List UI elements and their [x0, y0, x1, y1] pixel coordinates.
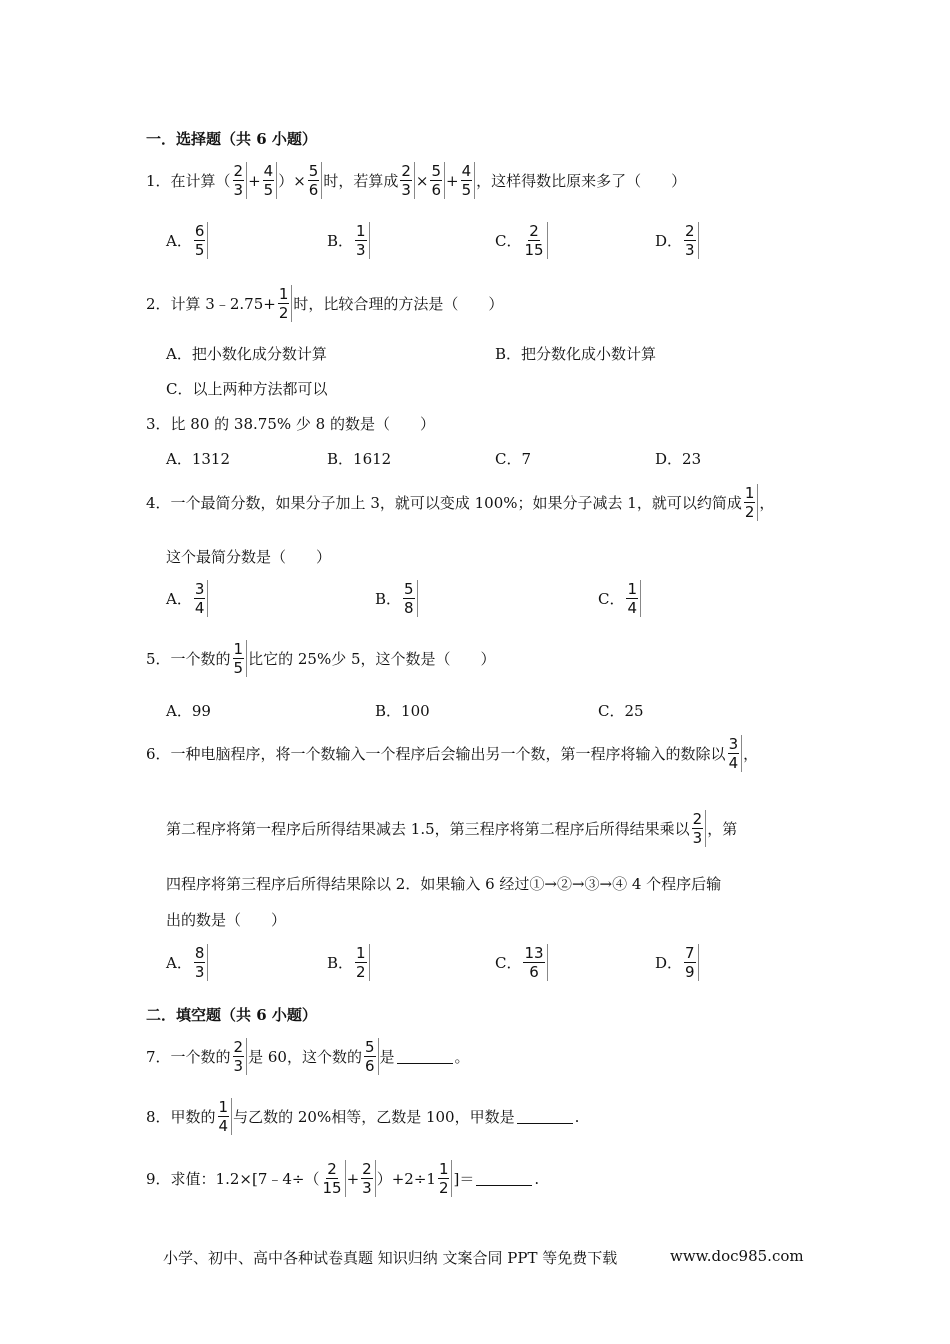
q6-option-d: D． $\frac{7}{9}$	[655, 944, 700, 981]
fraction: $\frac{1}{2}$	[743, 484, 759, 521]
fraction: $\frac{1}{5}$	[232, 640, 248, 677]
q6-option-a: A． $\frac{8}{3}$	[166, 944, 209, 981]
fraction: $\frac{5}{6}$	[363, 1038, 379, 1075]
question-8: 8．甲数的 $\frac{1}{4}$ 与乙数的 20%相等，乙数是 100，甲数是 .	[146, 1098, 580, 1135]
footer-text: 小学、初中、高中各种试卷真题 知识归纳 文案合同 PPT 等免费下载	[163, 1249, 618, 1267]
fraction: $\frac{4}{5}$	[460, 162, 476, 199]
fraction: $\frac{2}{3}$	[399, 162, 415, 199]
q2-option-a: A．把小数化成分数计算	[166, 345, 327, 363]
question-3: 3．比 80 的 38.75% 少 8 的数是（ ）	[146, 415, 435, 433]
fraction: $\frac{2}{15}$	[320, 1160, 345, 1197]
fraction: $\frac{2}{3}$	[691, 810, 707, 847]
section-title-choice: 一．选择题（共 6 小题）	[146, 130, 317, 148]
fraction: $\frac{5}{6}$	[429, 162, 445, 199]
answer-blank	[397, 1049, 453, 1064]
fraction: $\frac{1}{4}$	[217, 1098, 233, 1135]
q3-option-c: C．7	[495, 450, 532, 468]
q4-line-2: 这个最简分数是（ ）	[166, 548, 332, 566]
q1-option-b: B． $\frac{1}{3}$	[327, 222, 371, 259]
q3-option-a: A．1312	[166, 450, 231, 468]
fraction: $\frac{5}{6}$	[307, 162, 323, 199]
answer-blank	[517, 1109, 573, 1124]
fraction: $\frac{1}{2}$	[277, 285, 293, 322]
q1-option-d: D． $\frac{2}{3}$	[655, 222, 700, 259]
q4-option-c: C． $\frac{1}{4}$	[598, 580, 642, 617]
fraction: $\frac{2}{3}$	[232, 1038, 248, 1075]
question-9: 9．求值：1.2×[7﹣4÷（ $\frac{2}{15}$ + $\frac{2}{3}$ ）+2÷1 $\frac{1}{2}$ ]＝ .	[146, 1160, 540, 1197]
q5-option-b: B．100	[375, 702, 430, 720]
q6-option-c: C． $\frac{13}{6}$	[495, 944, 549, 981]
q3-option-b: B．1612	[327, 450, 392, 468]
q4-option-a: A． $\frac{3}{4}$	[166, 580, 209, 617]
question-7: 7．一个数的 $\frac{2}{3}$ 是 60，这个数的 $\frac{5}{6}$ 是 。	[146, 1038, 470, 1075]
q5-option-a: A．99	[166, 702, 211, 720]
question-2: 2．计算 3﹣2.75+ $\frac{1}{2}$ 时，比较合理的方法是（ ）	[146, 285, 504, 322]
fraction: $\frac{4}{5}$	[262, 162, 278, 199]
fraction: $\frac{2}{3}$	[232, 162, 248, 199]
question-6: 6．一种电脑程序，将一个数输入一个程序后会输出另一个数，第一程序将输入的数除以 $\frac{3}{4}$ ，	[146, 735, 759, 772]
q6-option-b: B． $\frac{1}{2}$	[327, 944, 371, 981]
q6-line-2: 第二程序将第一程序后所得结果减去 1.5，第三程序将第二程序后所得结果乘以 $\frac{2}{3}$ ，第	[166, 810, 738, 847]
fraction: $\frac{3}{4}$	[727, 735, 743, 772]
q2-option-c: C．以上两种方法都可以	[166, 380, 328, 398]
q5-option-c: C．25	[598, 702, 644, 720]
q1-option-a: A． $\frac{6}{5}$	[166, 222, 209, 259]
q6-line-3: 四程序将第三程序后所得结果除以 2．如果输入 6 经过①→②→③→④ 4 个程序后输	[166, 875, 722, 893]
q4-option-b: B． $\frac{5}{8}$	[375, 580, 419, 617]
q3-option-d: D．23	[655, 450, 702, 468]
q2-option-b: B．把分数化成小数计算	[495, 345, 657, 363]
answer-blank	[476, 1171, 532, 1186]
q6-line-4: 出的数是（ ）	[166, 911, 287, 929]
question-4: 4．一个最简分数，如果分子加上 3，就可以变成 100%；如果分子减去 1，就可以约简成 $\frac{1}{2}$ ，	[146, 484, 775, 521]
q1-option-c: C． $\frac{2}{15}$	[495, 222, 549, 259]
question-1: 1．在计算（ $\frac{2}{3}$ + $\frac{4}{5}$ ）× $\frac{5}{6}$ 时，若算成 $\frac{2}{3}$ × $\frac{5}{6}$ + $\frac{4}{5}$ ，这样得数比原来多了（ ）	[146, 162, 687, 199]
question-5: 5．一个数的 $\frac{1}{5}$ 比它的 25%少 5，这个数是（ ）	[146, 640, 496, 677]
fraction: $\frac{2}{3}$	[360, 1160, 376, 1197]
fraction: $\frac{1}{2}$	[437, 1160, 453, 1197]
section-title-fill: 二．填空题（共 6 小题）	[146, 1006, 317, 1024]
footer-link[interactable]: www.doc985.com	[670, 1247, 804, 1265]
